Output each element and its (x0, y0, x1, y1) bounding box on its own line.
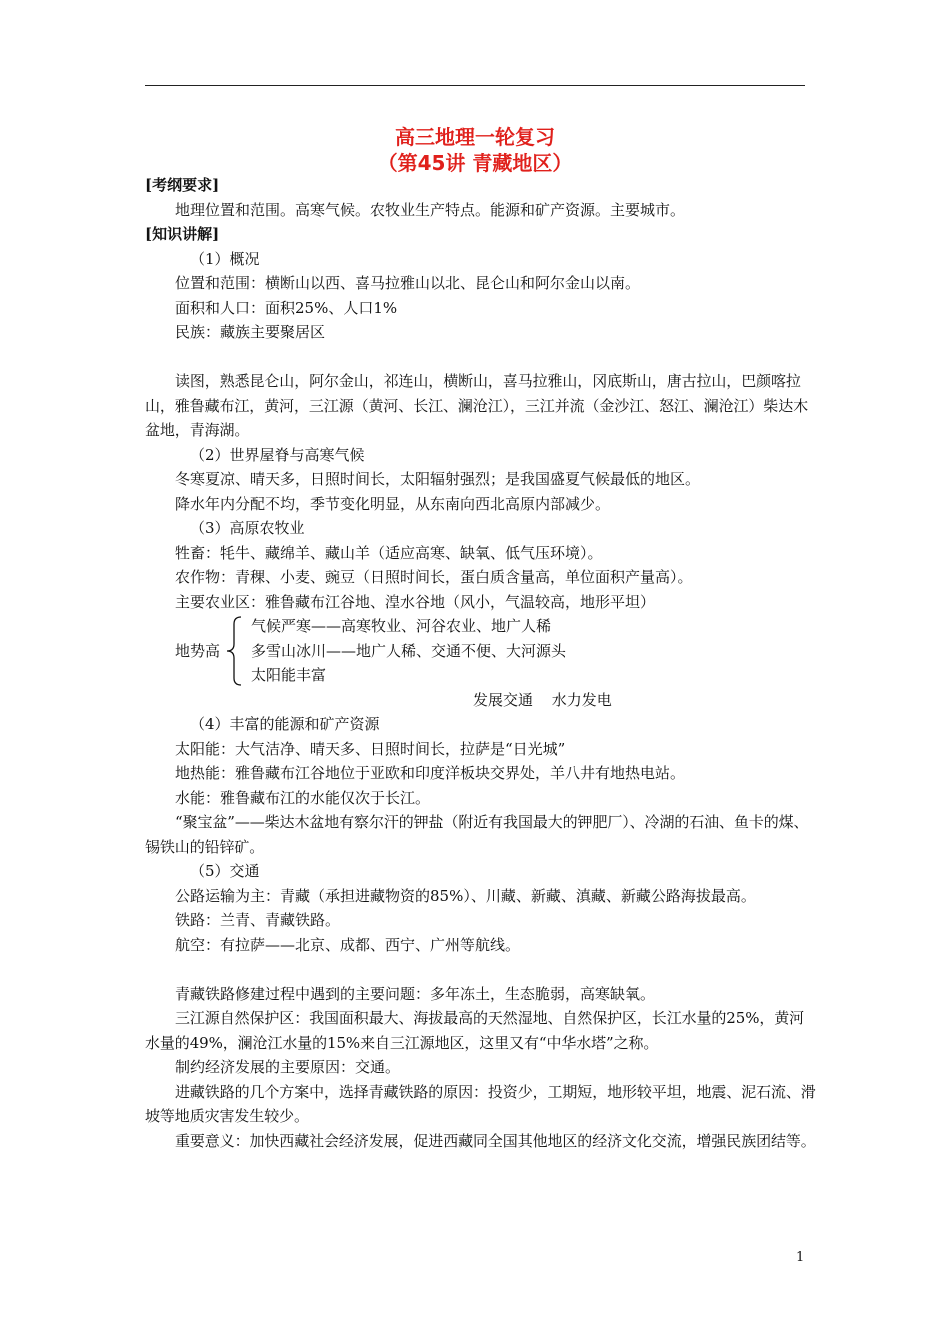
overview-heading: （1）概况 (190, 249, 260, 268)
agriculture-crops: 农作物：青稞、小麦、豌豆（日照时间长，蛋白质含量高，单位面积产量高）。 (175, 568, 693, 586)
energy-treasure-basin: “聚宝盆”——柴达木盆地有察尔汗的钾盐（附近有我国最大的钾肥厂）、冷湖的石油、鱼卡的煤、锡铁山的铅锌矿。 (145, 813, 809, 856)
spacer (145, 957, 817, 982)
energy-heading: （4）丰富的能源和矿产资源 (190, 715, 380, 733)
energy-geothermal: 地热能：雅鲁藏布江谷地位于亚欧和印度洋板块交界处，羊八井有地热电站。 (175, 764, 686, 782)
curly-brace-icon (225, 616, 245, 686)
page-title: 高三地理一轮复习 (395, 125, 555, 149)
overview-ethnicity: 民族：藏族主要聚居区 (175, 323, 326, 341)
agriculture-livestock: 牲畜：牦牛、藏绵羊、藏山羊（适应高寒、缺氧、低气压环境）。 (175, 543, 603, 562)
zhishi-heading: [知识讲解] (145, 225, 220, 243)
economic-constraint: 制约经济发展的主要原因：交通。 (175, 1058, 401, 1076)
railway-choice-reason: 进藏铁路的几个方案中，选择青藏铁路的原因：投资少，工期短，地形较平坦，地震、泥石流、滑坡等地质灾害发生较少。 (145, 1082, 816, 1125)
overview-area-population: 面积和人口：面积25%、人口1% (175, 298, 398, 317)
transport-air: 航空：有拉萨——北京、成都、西宁、广州等航线。 (175, 935, 521, 954)
terrain-item: 太阳能丰富 (251, 666, 327, 684)
agriculture-regions: 主要农业区：雅鲁藏布江谷地、湟水谷地（风小，气温较高，地形平坦） (175, 592, 656, 611)
page-subtitle: （第45讲 青藏地区） (377, 151, 573, 175)
agriculture-heading: （3）高原农牧业 (190, 519, 305, 537)
kaogang-text: 地理位置和范围。高寒气候。农牧业生产特点。能源和矿产资源。主要城市。 (175, 200, 686, 219)
page-number: 1 (796, 1250, 805, 1265)
terrain-items (251, 614, 566, 688)
energy-solar: 太阳能：大气洁净、晴天多、日照时间长，拉萨是“日光城” (175, 739, 566, 758)
climate-heading: （2）世界屋脊与高寒气候 (190, 445, 365, 464)
transport-road: 公路运输为主：青藏（承担进藏物资的85%）、川藏、新藏、滇藏、新藏公路海拔最高。 (175, 886, 756, 905)
terrain-label: 地势高 (175, 641, 221, 660)
terrain-item: 多雪山冰川——地广人稀、交通不便、大河源头 (251, 641, 567, 660)
terrain-item: 气候严寒——高寒牧业、河谷农业、地广人稀 (251, 617, 552, 635)
header-rule (145, 85, 805, 86)
kaogang-heading: [考纲要求] (145, 176, 220, 194)
overview-position: 位置和范围：横断山以西、喜马拉雅山以北、昆仑山和阿尔金山以南。 (175, 274, 641, 292)
climate-line-1: 冬寒夏凉、晴天多，日照时间长，太阳辐射强烈；是我国盛夏气候最低的地区。 (175, 470, 701, 488)
transport-rail: 铁路：兰青、青藏铁路。 (175, 911, 341, 929)
energy-hydro: 水能：雅鲁藏布江的水能仅次于长江。 (175, 788, 431, 807)
transport-heading: （5）交通 (190, 862, 260, 880)
terrain-note: 发展交通 水力发电 (473, 690, 612, 709)
sanjiangyuan-paragraph: 三江源自然保护区：我国面积最大、海拔最高的天然湿地、自然保护区，长江水量的25%，黄河水量的49%，澜沧江水量的15%来自三江源地区，这里又有“中华水塔”之称。 (145, 1009, 805, 1052)
document-body (145, 173, 817, 1153)
railway-significance: 重要意义：加快西藏社会经济发展，促进西藏同全国其他地区的经济文化交流，增强民族团结等。 (175, 1131, 816, 1150)
terrain-brace-group (175, 614, 817, 688)
climate-line-2: 降水年内分配不均，季节变化明显，从东南向西北高原内部减少。 (175, 494, 611, 513)
spacer (145, 345, 817, 370)
railway-problems: 青藏铁路修建过程中遇到的主要问题：多年冻土，生态脆弱，高寒缺氧。 (175, 984, 656, 1003)
map-reading-paragraph: 读图，熟悉昆仑山，阿尔金山，祁连山，横断山，喜马拉雅山，冈底斯山，唐古拉山，巴颜喀拉山，雅鲁藏布江，黄河，三江源（黄河、长江、澜沧江），三江并流（金沙江、怒江、澜沧江）柴达木盆地，青海湖。 (145, 372, 809, 439)
